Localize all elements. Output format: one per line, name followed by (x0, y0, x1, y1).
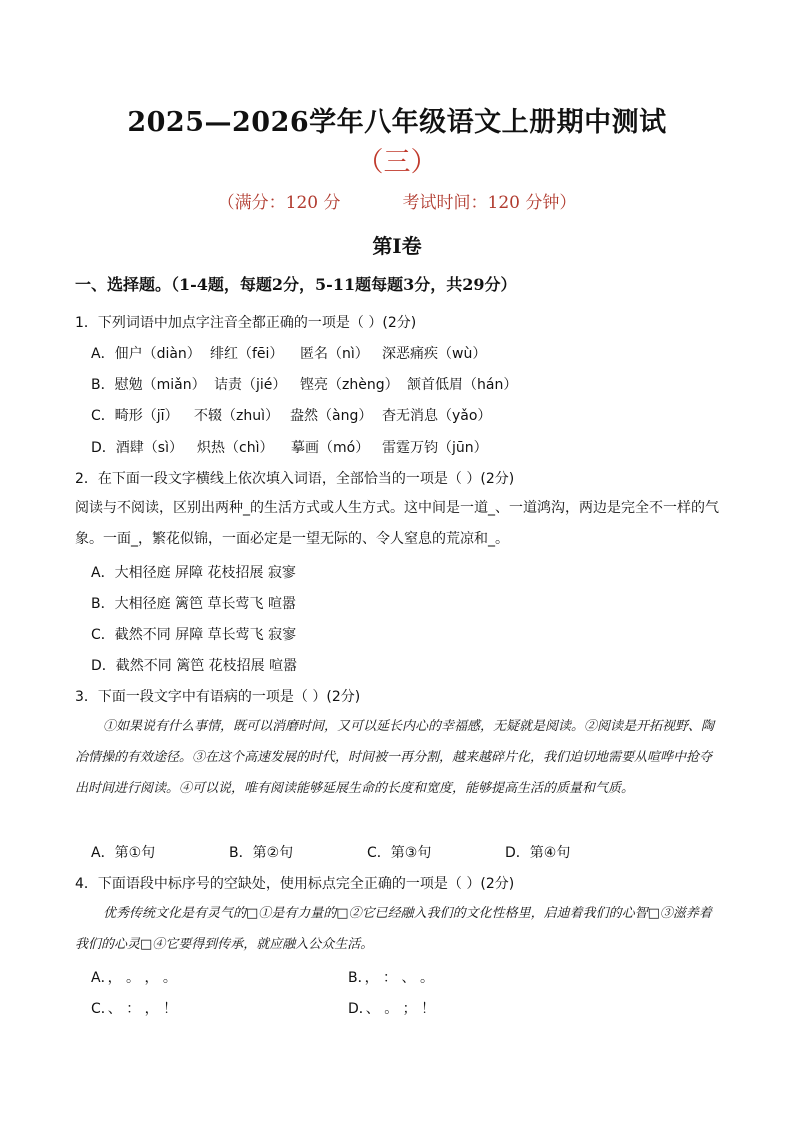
question-1-option-a: A．佃户（diàn） 绯红（fēi） 匿名（nì） 深恶痛疾（wù） (91, 346, 487, 362)
question-2-option-b: B．大相径庭 篱笆 草长莺飞 喧嚣 (91, 596, 296, 612)
exam-meta (0, 188, 794, 213)
question-4-option-a: A．， 。 ， 。 (91, 970, 177, 986)
question-1-option-c: C．畸形（jī） 不辍（zhuì） 盎然（àng） 杳无消息（yǎo） (91, 408, 492, 424)
question-3-options (91, 842, 643, 862)
time-info: 考试时间：120 分钟） (402, 193, 577, 213)
question-3-stem: 3．下面一段文字中有语病的一项是（ ）(2分) (75, 689, 361, 705)
question-4-passage: 优秀传统文化是有灵气的□①是有力量的□②它已经融入我们的文化性格里，启迪着我们的心智□③滋养着我们的心灵□④它要得到传承，就应融入公众生活。 (75, 906, 712, 952)
question-3-option-a: A．第①句 (91, 845, 156, 861)
question-3-option-c: C．第③句 (367, 845, 432, 861)
question-1-option-d: D．酒肆（sì） 炽热（chì） 摹画（mó） 雷霆万钧（jūn） (91, 440, 488, 456)
question-2-option-a: A．大相径庭 屏障 花枝招展 寂寥 (91, 565, 296, 581)
question-1-stem: 1．下列词语中加点字注音全都正确的一项是（ ）(2分) (75, 315, 417, 331)
question-4-option-d: D．、 。 ； ！ (348, 1001, 436, 1017)
score-info: （满分：120 分 (217, 193, 341, 213)
section-heading: 一、选择题。（1-4题，每题2分，5-11题每题3分，共29分） (75, 275, 517, 294)
question-2-stem: 2．在下面一段文字横线上依次填入词语，全部恰当的一项是（ ）(2分) (75, 471, 515, 487)
question-3-option-d: D．第④句 (505, 845, 571, 861)
question-3-option-b: B．第②句 (229, 845, 294, 861)
page-title: 2025—2026学年八年级语文上册期中测试 (127, 107, 667, 138)
question-2-option-d: D．截然不同 篱笆 花枝招展 喧嚣 (91, 658, 298, 674)
question-4-stem: 4．下面语段中标序号的空缺处，使用标点完全正确的一项是（ ）(2分) (75, 876, 515, 892)
question-4-option-b: B．， ： 、 。 (348, 970, 434, 986)
question-2-option-c: C．截然不同 屏障 草长莺飞 寂寥 (91, 627, 297, 643)
question-3-passage: ①如果说有什么事情，既可以消磨时间，又可以延长内心的幸福感，无疑就是阅读。②阅读是开拓视野、陶冶情操的有效途径。③在这个高速发展的时代，时间被一再分割，越来越碎片化，我们迫切地需要从喧哗中抢夺出时间进行阅读。④可以说，唯有阅读能够延展生命的长度和宽度，能够提高生活的质量和气质。 (75, 719, 715, 796)
volume-heading: 第Ⅰ卷 (372, 234, 422, 258)
question-2-passage: 阅读与不阅读，区别出两种_的生活方式或人生方式。这中间是一道_、一道鸿沟，两边是完全不一样的气象。一面_，繁花似锦，一面必定是一望无际的、令人窒息的荒凉和_。 (75, 500, 719, 547)
question-4-option-c: C．、 ： ， ！ (91, 1001, 178, 1017)
page-subtitle: （三） (356, 147, 438, 178)
question-1-option-b: B．慰勉（miǎn） 诘责（jié） 铿亮（zhèng） 颔首低眉（hán） (91, 377, 518, 393)
